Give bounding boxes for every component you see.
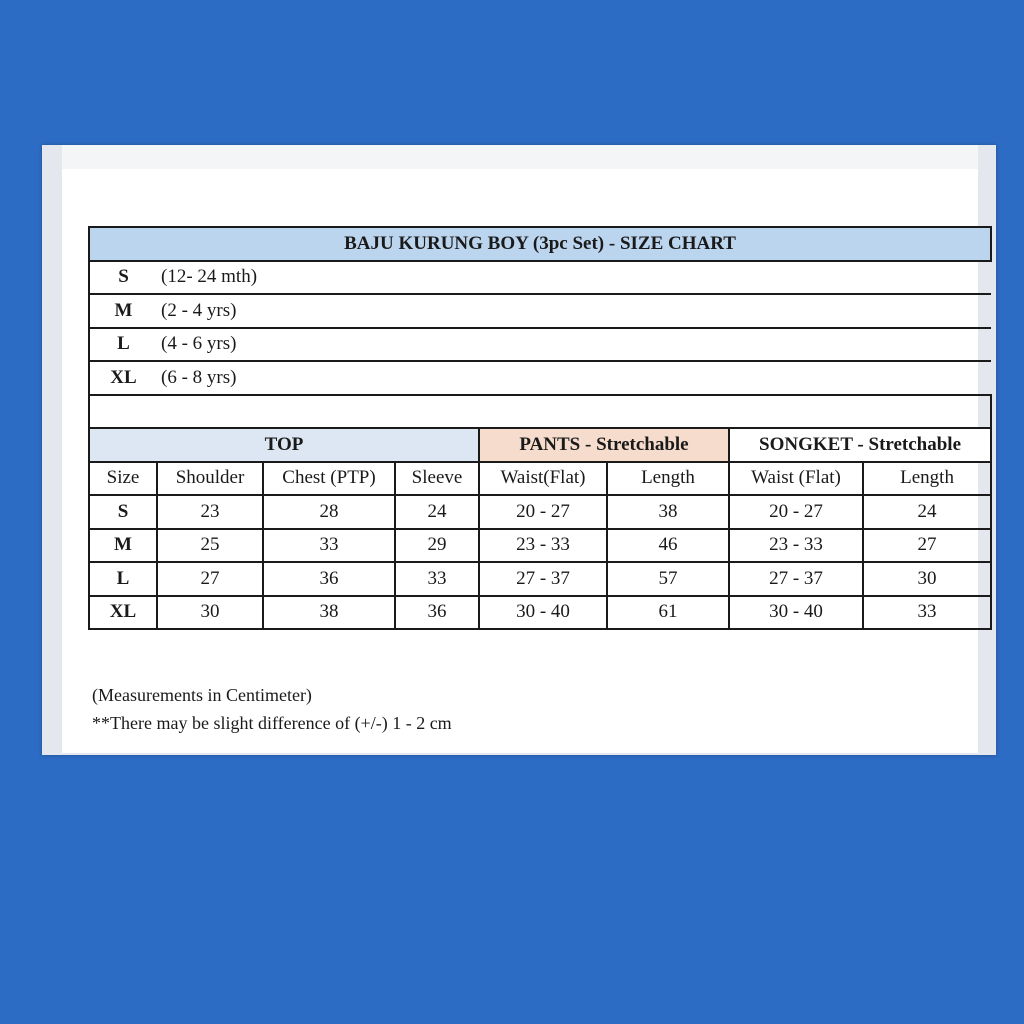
column-header: Length xyxy=(863,462,991,496)
size-cell: XL xyxy=(89,596,157,630)
section-songket: SONGKET - Stretchable xyxy=(729,428,991,462)
songket-length-cell: 30 xyxy=(863,562,991,596)
songket-length-cell: 27 xyxy=(863,529,991,563)
chart-title: BAJU KURUNG BOY (3pc Set) - SIZE CHART xyxy=(89,227,991,261)
shoulder-cell: 25 xyxy=(157,529,263,563)
column-header-row xyxy=(89,462,991,496)
spacer-row xyxy=(89,395,991,429)
songket-waist-cell: 20 - 27 xyxy=(729,495,863,529)
size-cell: S xyxy=(89,495,157,529)
songket-waist-cell: 23 - 33 xyxy=(729,529,863,563)
size-code: S xyxy=(89,261,157,295)
pants-length-cell: 57 xyxy=(607,562,729,596)
column-header: Length xyxy=(607,462,729,496)
chest-cell: 28 xyxy=(263,495,395,529)
table-row xyxy=(89,495,991,529)
size-range: (12- 24 mth) xyxy=(157,261,991,295)
table-row xyxy=(89,562,991,596)
card-content xyxy=(62,169,978,753)
pants-waist-cell: 30 - 40 xyxy=(479,596,607,630)
sleeve-cell: 33 xyxy=(395,562,479,596)
size-chart-card xyxy=(42,145,996,755)
column-header: Sleeve xyxy=(395,462,479,496)
pants-waist-cell: 23 - 33 xyxy=(479,529,607,563)
size-code: M xyxy=(89,294,157,328)
column-header: Shoulder xyxy=(157,462,263,496)
chest-cell: 38 xyxy=(263,596,395,630)
pants-length-cell: 46 xyxy=(607,529,729,563)
size-range-row xyxy=(89,294,991,328)
pants-length-cell: 61 xyxy=(607,596,729,630)
shoulder-cell: 30 xyxy=(157,596,263,630)
songket-length-cell: 33 xyxy=(863,596,991,630)
column-header: Size xyxy=(89,462,157,496)
size-range: (4 - 6 yrs) xyxy=(157,328,991,362)
size-range: (2 - 4 yrs) xyxy=(157,294,991,328)
size-range-row xyxy=(89,361,991,395)
size-range-row xyxy=(89,261,991,295)
section-header-row xyxy=(89,428,991,462)
spacer-cell xyxy=(89,395,991,429)
songket-waist-cell: 30 - 40 xyxy=(729,596,863,630)
pants-waist-cell: 20 - 27 xyxy=(479,495,607,529)
sleeve-cell: 24 xyxy=(395,495,479,529)
size-chart-table xyxy=(88,226,992,630)
notes-block xyxy=(92,681,452,737)
size-range-row xyxy=(89,328,991,362)
title-row xyxy=(89,227,991,261)
table-row xyxy=(89,529,991,563)
songket-waist-cell: 27 - 37 xyxy=(729,562,863,596)
measurement-unit-note: (Measurements in Centimeter) xyxy=(92,685,312,705)
tolerance-note: **There may be slight difference of (+/-) 1 - 2 cm xyxy=(92,713,452,733)
size-code: L xyxy=(89,328,157,362)
pants-length-cell: 38 xyxy=(607,495,729,529)
songket-length-cell: 24 xyxy=(863,495,991,529)
size-cell: M xyxy=(89,529,157,563)
sleeve-cell: 36 xyxy=(395,596,479,630)
top-strip xyxy=(62,145,978,169)
table-row xyxy=(89,596,991,630)
sleeve-cell: 29 xyxy=(395,529,479,563)
section-top: TOP xyxy=(89,428,479,462)
pants-waist-cell: 27 - 37 xyxy=(479,562,607,596)
size-range: (6 - 8 yrs) xyxy=(157,361,991,395)
column-header: Waist(Flat) xyxy=(479,462,607,496)
column-header: Waist (Flat) xyxy=(729,462,863,496)
column-header: Chest (PTP) xyxy=(263,462,395,496)
chest-cell: 36 xyxy=(263,562,395,596)
size-code: XL xyxy=(89,361,157,395)
section-pants: PANTS - Stretchable xyxy=(479,428,729,462)
shoulder-cell: 27 xyxy=(157,562,263,596)
shoulder-cell: 23 xyxy=(157,495,263,529)
chest-cell: 33 xyxy=(263,529,395,563)
size-cell: L xyxy=(89,562,157,596)
